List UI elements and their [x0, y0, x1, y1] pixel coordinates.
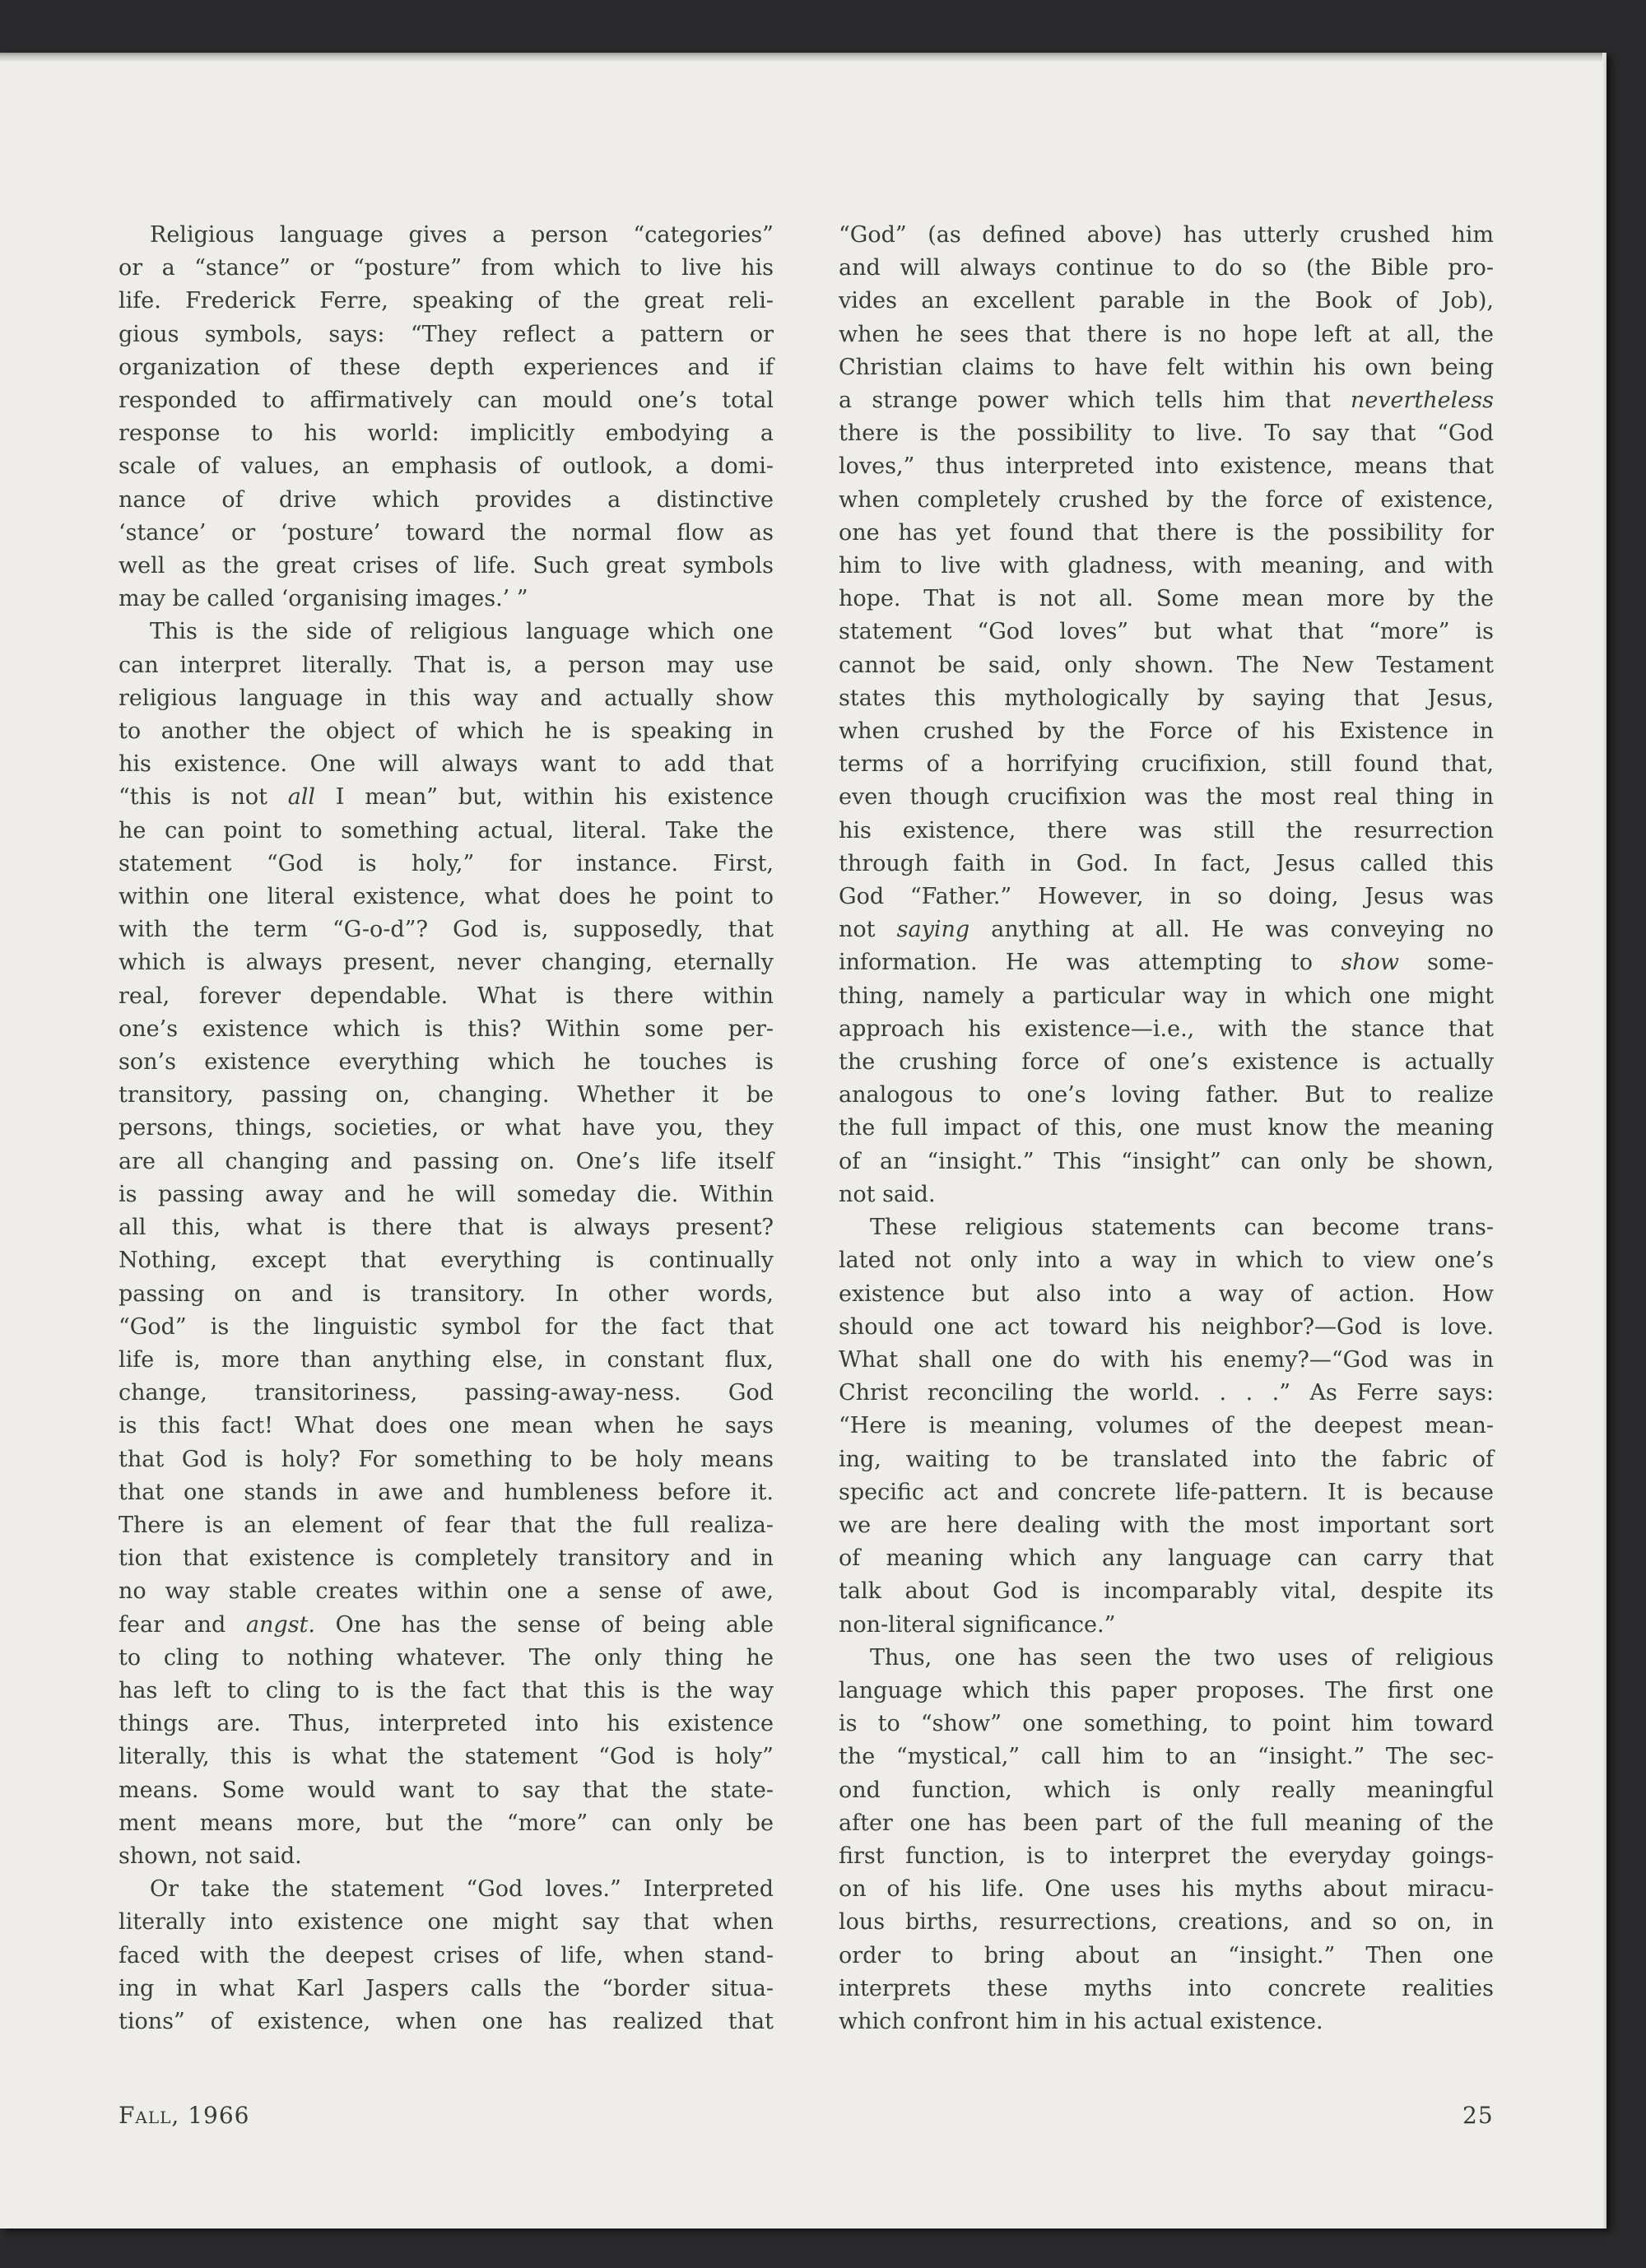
text-line: hope. That is not all. Some mean more by the: [839, 586, 1494, 612]
text-line: [839, 384, 1494, 417]
text-line: is passing away and he will someday die. Within: [119, 1181, 774, 1207]
page-top-edge: [0, 53, 1606, 62]
document-page: [0, 53, 1606, 2228]
text-line: can interpret literally. That is, a person may use: [119, 652, 774, 678]
italic-text: nevertheless: [1350, 388, 1494, 414]
text-line: loves,” thus interpreted into existence, means that: [839, 453, 1494, 480]
text-line: should one act toward his neighbor?—God is love.: [839, 1313, 1494, 1340]
text-line: the full impact of this, one must know the meaning: [839, 1115, 1494, 1141]
text-line: [119, 1609, 774, 1642]
text-line: statement “God loves” but what that “more” is: [839, 619, 1494, 645]
text-line: passing on and is transitory. In other words,: [119, 1280, 774, 1307]
text-line: one’s existence which is this? Within some per-: [119, 1015, 774, 1042]
text-line: on of his life. One uses his myths about miracu-: [839, 1876, 1494, 1903]
text-line: which is always present, never changing, eternally: [119, 950, 774, 976]
text-line: to another the object of which he is speaking in: [119, 718, 774, 745]
page-number: 25: [1462, 2102, 1494, 2129]
italic-text: all: [287, 784, 316, 811]
text-line: one has yet found that there is the possibility for: [839, 519, 1494, 546]
text-line: Christ reconciling the world. . . .” As Ferre says:: [839, 1380, 1494, 1406]
text-line: all this, what is there that is always present?: [119, 1215, 774, 1241]
text-segment: a strange power which tells him that: [839, 388, 1351, 414]
text-line: There is an element of fear that the full realiza-: [119, 1512, 774, 1538]
text-segment: “this is not: [119, 784, 288, 811]
text-line: persons, things, societies, or what have you, they: [119, 1115, 774, 1141]
text-segment: One has the sense of being able: [314, 1611, 774, 1638]
text-line: first function, is to interpret the everyday goings-: [839, 1843, 1494, 1869]
text-line: ing in what Karl Jaspers calls the “border situa-: [119, 1975, 774, 2001]
text-line: lated not only into a way in which to view one’s: [839, 1248, 1494, 1274]
text-line: no way stable creates within one a sense of awe,: [119, 1578, 774, 1605]
text-line: religious language in this way and actually show: [119, 685, 774, 711]
right-column: [839, 219, 1494, 2038]
text-line: specific act and concrete life-pattern. It is because: [839, 1479, 1494, 1505]
text-line: approach his existence—i.e., with the stance that: [839, 1015, 1494, 1042]
text-line: literally into existence one might say that when: [119, 1909, 774, 1936]
text-line: This is the side of religious language which one: [150, 619, 774, 645]
text-line: he can point to something actual, literal. Take the: [119, 817, 774, 844]
text-line: terms of a horrifying crucifixion, still found that,: [839, 751, 1494, 778]
text-line: tions” of existence, when one has realized that: [119, 2008, 774, 2034]
text-line: Nothing, except that everything is continually: [119, 1248, 774, 1274]
text-line: ment means more, but the “more” can only be: [119, 1810, 774, 1836]
text-line: his existence. One will always want to add that: [119, 751, 774, 778]
text-line: we are here dealing with the most important sort: [839, 1512, 1494, 1538]
text-line: of meaning which any language can carry that: [839, 1545, 1494, 1572]
text-line: means. Some would want to say that the state-: [119, 1777, 774, 1803]
text-line: there is the possibility to live. To say that “God: [839, 421, 1494, 447]
text-line: to cling to nothing whatever. The only thing he: [119, 1644, 774, 1671]
text-line: literally, this is what the statement “God is holy”: [119, 1744, 774, 1770]
text-line: real, forever dependable. What is there within: [119, 983, 774, 1009]
text-line: thing, namely a particular way in which one might: [839, 983, 1494, 1009]
italic-text: show: [1341, 950, 1399, 976]
text-line: are all changing and passing on. One’s life itself: [119, 1148, 774, 1174]
text-line: change, transitoriness, passing-away-ness. God: [119, 1380, 774, 1406]
text-line: when he sees that there is no hope left at all, the: [839, 321, 1494, 347]
text-line: ond function, which is only really meaningful: [839, 1777, 1494, 1803]
text-line: Christian claims to have felt within his own being: [839, 354, 1494, 380]
text-line: which confront him in his actual existence.: [839, 2008, 1323, 2034]
italic-text: saying: [896, 917, 970, 943]
text-line: when crushed by the Force of his Existence in: [839, 718, 1494, 745]
text-line: interprets these myths into concrete realities: [839, 1975, 1494, 2001]
text-line: scale of values, an emphasis of outlook, a domi-: [119, 453, 774, 480]
text-line: [839, 913, 1494, 946]
text-line: “God” is the linguistic symbol for the fact that: [119, 1313, 774, 1340]
text-line: statement “God is holy,” for instance. First,: [119, 850, 774, 876]
left-column: [119, 219, 774, 2038]
text-line: life is, more than anything else, in constant flux,: [119, 1346, 774, 1373]
paragraph: [839, 1642, 1494, 2038]
text-line: lous births, resurrections, creations, and so on, in: [839, 1909, 1494, 1936]
text-line: nance of drive which provides a distinctive: [119, 486, 774, 513]
text-line: analogous to one’s loving father. But to realize: [839, 1082, 1494, 1108]
text-line: well as the great crises of life. Such great symbols: [119, 553, 774, 579]
text-segment: information. He was attempting to: [839, 950, 1341, 976]
text-line: when completely crushed by the force of existence,: [839, 486, 1494, 513]
text-line: [119, 781, 774, 814]
text-line: These religious statements can become trans-: [870, 1215, 1494, 1241]
text-line: non-literal significance.”: [839, 1611, 1116, 1638]
text-line: existence but also into a way of action. How: [839, 1280, 1494, 1307]
text-line: cannot be said, only shown. The New Testament: [839, 652, 1494, 678]
text-line: gious symbols, says: “They reflect a pattern or: [119, 321, 774, 347]
text-segment: not: [839, 917, 897, 943]
text-segment: I mean” but, within his existence: [315, 784, 774, 811]
text-line: language which this paper proposes. The first one: [839, 1677, 1494, 1703]
text-line: that God is holy? For something to be holy means: [119, 1446, 774, 1472]
text-line: and will always continue to do so (the Bible pro-: [839, 255, 1494, 281]
text-line: is to “show” one something, to point him toward: [839, 1711, 1494, 1737]
text-line: after one has been part of the full meaning of the: [839, 1810, 1494, 1836]
text-line: faced with the deepest crises of life, when stand-: [119, 1942, 774, 1968]
text-line: that one stands in awe and humbleness before it.: [119, 1479, 774, 1505]
text-line: his existence, there was still the resurrection: [839, 817, 1494, 844]
text-line: states this mythologically by saying that Jesus,: [839, 685, 1494, 711]
text-line: even though crucifixion was the most real thing in: [839, 784, 1494, 811]
text-line: “God” (as defined above) has utterly crushed him: [839, 222, 1494, 248]
text-line: with the term “G-o-d”? God is, supposedly, that: [119, 917, 774, 943]
italic-text: angst.: [245, 1611, 315, 1638]
text-line: Or take the statement “God loves.” Interpreted: [150, 1876, 774, 1903]
text-line: God “Father.” However, in so doing, Jesus was: [839, 884, 1494, 910]
text-line: shown, not said.: [119, 1843, 302, 1869]
text-line: son’s existence everything which he touches is: [119, 1049, 774, 1076]
text-line: talk about God is incomparably vital, despite its: [839, 1578, 1494, 1605]
text-line: may be called ‘organising images.’ ”: [119, 586, 528, 612]
text-line: ing, waiting to be translated into the fabric of: [839, 1446, 1494, 1472]
text-segment: anything at all. He was conveying no: [969, 917, 1494, 943]
paragraph: [839, 1211, 1494, 1642]
text-line: order to bring about an “insight.” Then one: [839, 1942, 1494, 1968]
text-line: transitory, passing on, changing. Whether it be: [119, 1082, 774, 1108]
paragraph: [119, 616, 774, 1873]
text-line: Religious language gives a person “categories”: [150, 222, 774, 248]
text-line: response to his world: implicitly embodying a: [119, 421, 774, 447]
text-line: [839, 946, 1494, 979]
footer-issue-date: Fall, 1966: [119, 2102, 250, 2129]
text-line: ‘stance’ or ‘posture’ toward the normal flow as: [119, 519, 774, 546]
text-segment: fear and: [119, 1611, 246, 1638]
paragraph: [119, 1873, 774, 2038]
text-line: things are. Thus, interpreted into his existence: [119, 1711, 774, 1737]
page-right-edge: [1602, 53, 1606, 2228]
text-line: is this fact! What does one mean when he says: [119, 1413, 774, 1439]
text-line: not said.: [839, 1181, 936, 1207]
text-line: of an “insight.” This “insight” can only be shown,: [839, 1148, 1494, 1174]
text-line: responded to affirmatively can mould one’s total: [119, 388, 774, 414]
text-line: life. Frederick Ferre, speaking of the great reli-: [119, 288, 774, 314]
text-segment: some-: [1398, 950, 1494, 976]
text-line: the crushing force of one’s existence is actually: [839, 1049, 1494, 1076]
paragraph: [839, 219, 1494, 1211]
text-line: “Here is meaning, volumes of the deepest mean-: [839, 1413, 1494, 1439]
text-line: within one literal existence, what does he point to: [119, 884, 774, 910]
text-line: him to live with gladness, with meaning, and with: [839, 553, 1494, 579]
paragraph: [119, 219, 774, 616]
text-line: tion that existence is completely transitory and in: [119, 1545, 774, 1572]
text-line: vides an excellent parable in the Book of Job),: [839, 288, 1494, 314]
text-line: has left to cling to is the fact that this is the way: [119, 1677, 774, 1703]
text-line: Thus, one has seen the two uses of religious: [870, 1644, 1494, 1671]
text-line: or a “stance” or “posture” from which to live his: [119, 255, 774, 281]
text-line: the “mystical,” call him to an “insight.” The sec-: [839, 1744, 1494, 1770]
text-line: What shall one do with his enemy?—“God was in: [839, 1346, 1494, 1373]
text-line: organization of these depth experiences and if: [119, 354, 774, 380]
text-line: through faith in God. In fact, Jesus called this: [839, 850, 1494, 876]
